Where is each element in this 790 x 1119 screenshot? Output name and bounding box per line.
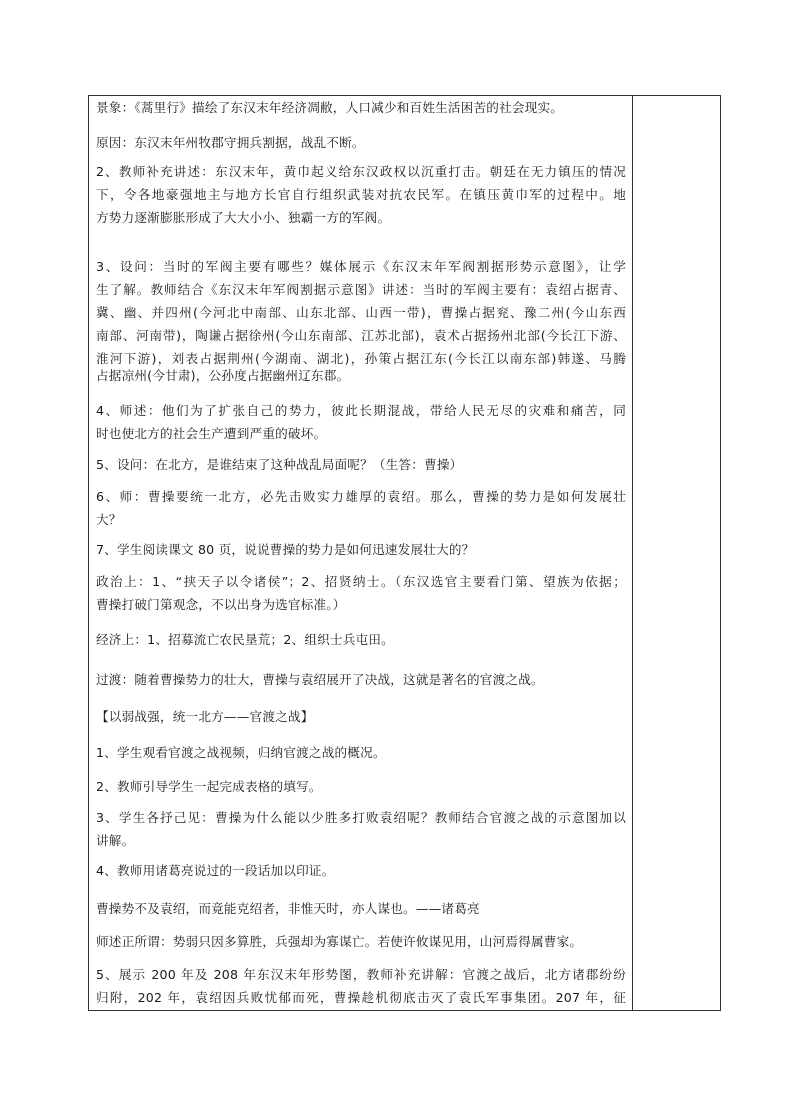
paragraph-p19 <box>96 930 626 953</box>
paragraph-p11 <box>96 628 626 651</box>
paragraph-line: 大？ <box>96 512 122 527</box>
paragraph-line: 原因：东汉末年州牧郡守拥兵割据，战乱不断。 <box>96 135 365 150</box>
paragraph-line: 讲解。 <box>96 833 135 848</box>
paragraph-p14 <box>96 741 626 764</box>
paragraph-p6 <box>96 399 626 445</box>
paragraph-line: 5、设问：在北方，是谁结束了这种战乱局面呢？（生答：曹操） <box>96 457 463 472</box>
paragraph-p12 <box>96 668 626 691</box>
paragraph-line: 政治上：1、“挟天子以令诸侯”；2、招贤纳士。（东汉选官主要看门第、望族为依据； <box>96 574 626 589</box>
paragraph-line: 淮河下游)，刘表占据荆州(今湖南、湖北)，孙策占据江东(今长江以南东部)韩遂、马腾 <box>96 351 626 366</box>
paragraph-p16 <box>96 806 626 852</box>
paragraph-p7 <box>96 453 626 476</box>
paragraph-p4 <box>96 255 626 370</box>
paragraph-line: 4、师述：他们为了扩张自己的势力，彼此长期混战，带给人民无尽的灾难和痛苦，同 <box>96 403 626 418</box>
paragraph-p18 <box>96 897 626 920</box>
paragraph-line: 师述正所谓：势弱只因多算胜，兵强却为寡谋亡。若使许攸谋见用，山河焉得属曹家。 <box>96 934 583 949</box>
paragraph-p8 <box>96 485 626 531</box>
paragraph-p5 <box>96 364 626 387</box>
paragraph-p9 <box>96 538 626 561</box>
paragraph-p3 <box>96 160 626 229</box>
paragraph-line: 2、教师补充讲述：东汉末年，黄巾起义给东汉政权以沉重打击。朝廷在无力镇压的情况 <box>96 164 626 179</box>
paragraph-line: 5、展示 200 年及 208 年东汉末年形势图，教师补充讲解：官渡之战后，北方诸郡纷纷 <box>96 967 626 982</box>
paragraph-line: 1、学生观看官渡之战视频，归纳官渡之战的概况。 <box>96 745 386 760</box>
paragraph-p20 <box>96 963 626 1009</box>
paragraph-line: 南部、河南带)，陶谦占据徐州(今山东南部、江苏北部)，袁术占据扬州北部(今长江下游、 <box>96 328 626 343</box>
paragraph-p1 <box>96 96 626 119</box>
paragraph-line: 曹操打破门第观念，不以出身为选官标准。） <box>96 597 346 612</box>
paragraph-p10 <box>96 570 626 616</box>
paragraph-line: 3、设问：当时的军阀主要有哪些？媒体展示《东汉末年军阀割据形势示意图》，让学 <box>96 259 626 274</box>
paragraph-line: 冀、幽、并四州(今河北中南部、山东北部、山西一带)，曹操占据兖、豫二州(今山东西 <box>96 305 626 320</box>
paragraph-line: 曹操势不及袁绍，而竟能克绍者，非惟天时，亦人谋也。——诸葛亮 <box>96 901 480 916</box>
paragraph-line: 下，令各地豪强地主与地方长官自行组织武装对抗农民军。在镇压黄巾军的过程中。地 <box>96 187 626 202</box>
paragraph-p17 <box>96 859 626 882</box>
paragraph-line: 7、学生阅读课文 80 页，说说曹操的势力是如何迅速发展壮大的？ <box>96 542 475 557</box>
paragraph-line: 过渡：随着曹操势力的壮大，曹操与袁绍展开了决战，这就是著名的官渡之战。 <box>96 672 544 687</box>
paragraph-p2 <box>96 131 626 154</box>
paragraph-line: 生了解。教师结合《东汉末年军阀割据示意图》讲述：当时的军阀主要有：袁绍占据青、 <box>96 282 626 297</box>
paragraph-line: 6、师：曹操要统一北方，必先击败实力雄厚的袁绍。那么，曹操的势力是如何发展壮 <box>96 489 626 504</box>
paragraph-line: 方势力逐渐膨胀形成了大大小小、独霸一方的军阀。 <box>96 210 391 225</box>
lesson-table <box>88 95 721 1011</box>
paragraph-line: 2、教师引导学生一起完成表格的填写。 <box>96 779 322 794</box>
paragraph-p13 <box>96 705 626 728</box>
paragraph-line: 3、学生各抒己见：曹操为什么能以少胜多打败袁绍呢？教师结合官渡之战的示意图加以 <box>96 810 626 825</box>
paragraph-p15 <box>96 775 626 798</box>
column-divider <box>632 96 633 1010</box>
paragraph-line: 景象：《蒿里行》描绘了东汉末年经济凋敝，人口减少和百姓生活困苦的社会现实。 <box>96 100 564 115</box>
paragraph-line: 归附，202 年，袁绍因兵败忧郁而死，曹操趁机彻底击灭了袁氏军事集团。207 年，征 <box>96 990 626 1005</box>
paragraph-line: 4、教师用诸葛亮说过的一段话加以印证。 <box>96 863 335 878</box>
paragraph-line: 占据凉州(今甘肃)，公孙度占据幽州辽东郡。 <box>96 368 350 383</box>
lesson-content-cell <box>89 96 632 1010</box>
paragraph-line: 经济上：1、招募流亡农民垦荒；2、组织士兵屯田。 <box>96 632 394 647</box>
paragraph-line: 时也使北方的社会生产遭到严重的破坏。 <box>96 426 327 441</box>
paragraph-line: 【以弱战强，统一北方——官渡之战】 <box>96 709 314 724</box>
